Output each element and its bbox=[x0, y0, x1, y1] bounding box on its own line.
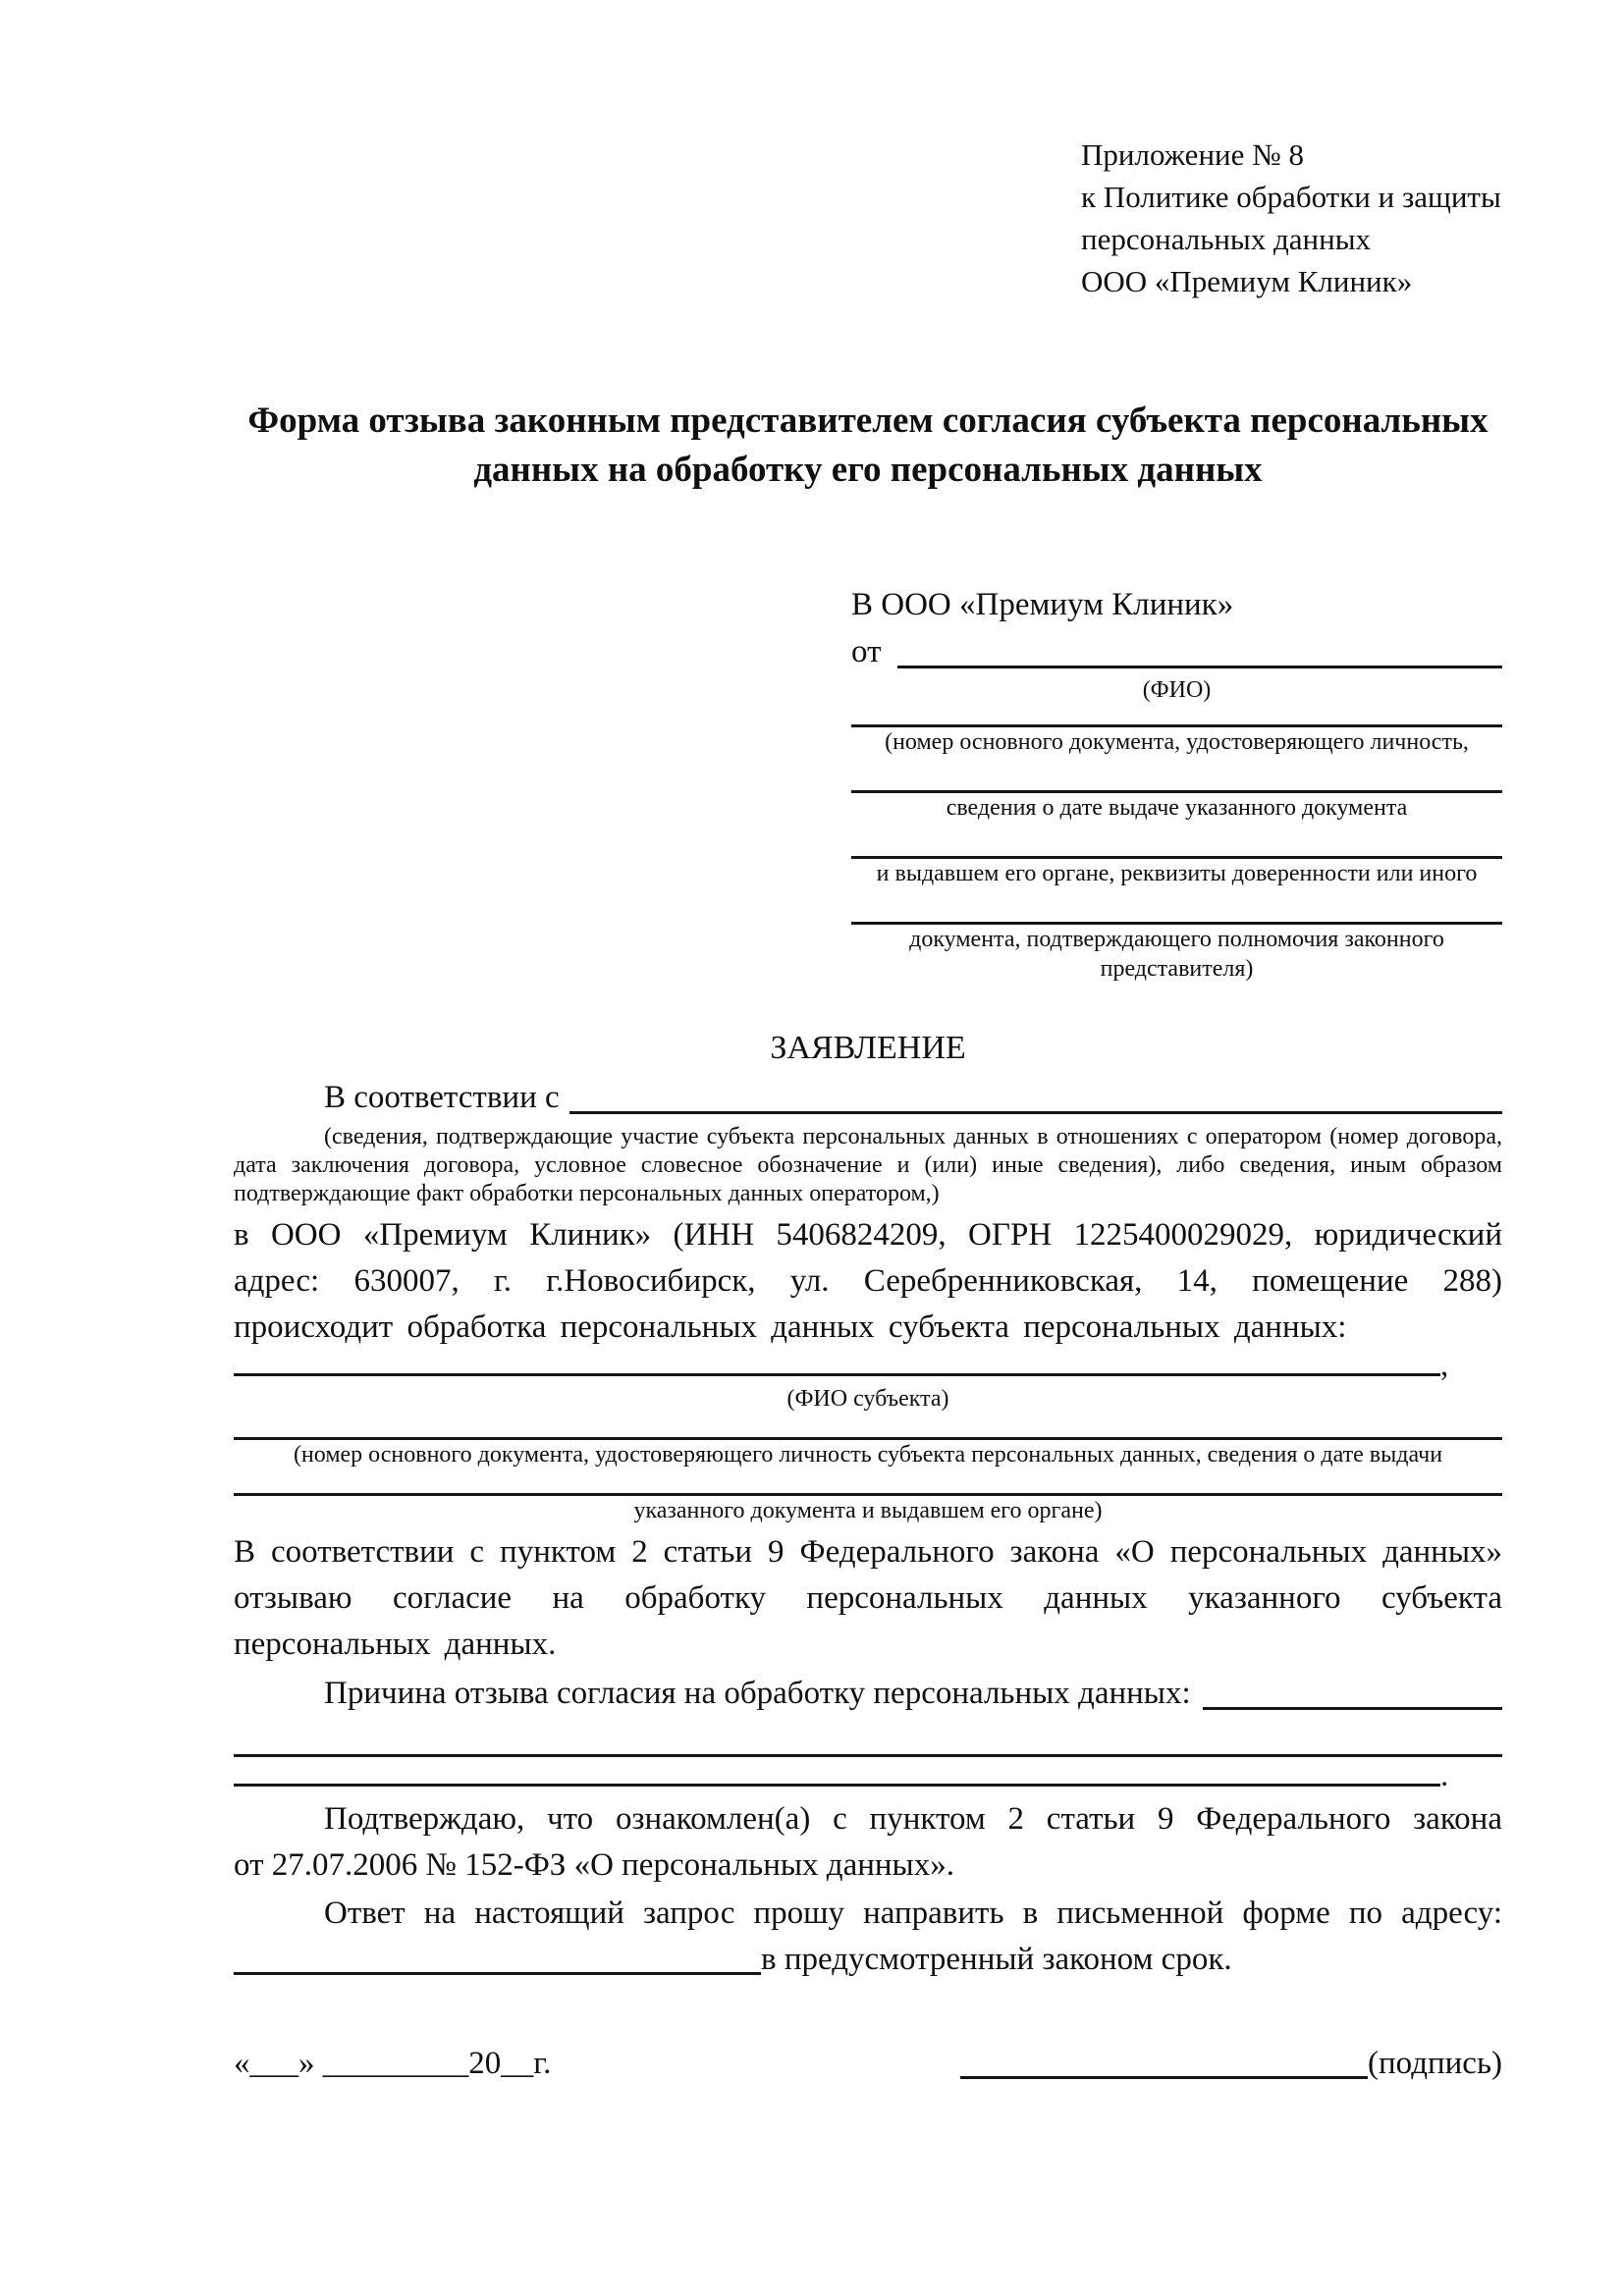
document-title: Форма отзыва законным представителем согласия субъекта персональных данных на обработку его персональных данных bbox=[247, 400, 1489, 490]
subject-fio-blank-line bbox=[234, 1373, 1440, 1376]
period-mark: . bbox=[1440, 1758, 1449, 1793]
intro-row bbox=[234, 1074, 1502, 1121]
intro-blank-line bbox=[569, 1111, 1502, 1114]
date-line: «___» _________20__г. bbox=[234, 2046, 552, 2081]
subject-doc-caption: (номер основного документа, удостоверяющего личность субъекта персональных данных, сведения о дате выдачи bbox=[293, 1442, 1443, 1468]
blank-line-caption: (номер основного документа, удостоверяющего личность, bbox=[885, 729, 1469, 755]
signature-caption: (подпись) bbox=[1368, 2046, 1502, 2081]
from-blank-line bbox=[897, 666, 1503, 668]
signature-blank-line bbox=[960, 2076, 1368, 2079]
statement-heading: ЗАЯВЛЕНИЕ bbox=[770, 1030, 966, 1066]
withdrawal-paragraph: В соответствии с пунктом 2 статьи 9 Федерального закона «О персональных данных» отзываю согласие на обработку персональных данных указанного субъекта персональных данных. bbox=[234, 1534, 1502, 1662]
reply-address-row bbox=[234, 1937, 1502, 1983]
signature-group bbox=[960, 2040, 1502, 2087]
fio-caption: (ФИО) bbox=[1142, 677, 1212, 703]
subject-fio-line-row bbox=[234, 1348, 1502, 1384]
blank-line-caption: сведения о дате выдаче указанного документа bbox=[946, 795, 1408, 821]
appendix-line: Приложение № 8 bbox=[1081, 137, 1304, 172]
comma-mark: , bbox=[1440, 1348, 1449, 1383]
blank-line-caption: и выдавшем его органе, реквизиты доверенности или иного bbox=[876, 861, 1478, 886]
operator-paragraph: в ООО «Премиум Клиник» (ИНН 5406824209, ОГРН 1225400029029, юридический адрес: 630007, г. г.Новосибирск, ул. Серебренниковская, 14, помещение 288) происходит обработка персональных данных субъекта персональных данных: bbox=[234, 1217, 1502, 1345]
confirm-line-1: Подтверждаю, что ознакомлен(а) с пунктом 2 статьи 9 Федерального закона bbox=[324, 1801, 1502, 1837]
appendix-block bbox=[1081, 133, 1502, 302]
reason-blank-line-2 bbox=[234, 1784, 1440, 1787]
reply-tail: в предусмотренный законом срок. bbox=[761, 1942, 1232, 1977]
blank-line-caption: документа, подтверждающего полномочия законного представителя) bbox=[909, 927, 1444, 982]
subject-fio-caption: (ФИО субъекта) bbox=[786, 1386, 949, 1412]
reason-blank-line bbox=[1203, 1707, 1502, 1710]
addressee-block bbox=[851, 581, 1502, 984]
intro-label: В соответствии с bbox=[324, 1080, 560, 1115]
reply-address-blank-line bbox=[234, 1972, 761, 1975]
reply-line: Ответ на настоящий запрос прошу направить в письменной форме по адресу: bbox=[324, 1896, 1502, 1931]
addressee-from-row bbox=[851, 628, 1502, 675]
reason-line-row bbox=[234, 1757, 1502, 1794]
from-label: от bbox=[851, 634, 882, 669]
confirm-line-2: от 27.07.2006 № 152-ФЗ «О персональных данных». bbox=[234, 1847, 954, 1883]
subject-doc-caption: указанного документа и выдавшем его органе) bbox=[633, 1498, 1103, 1523]
appendix-line: ООО «Премиум Клиник» bbox=[1081, 264, 1413, 298]
footer-row bbox=[234, 2040, 1502, 2087]
reason-row bbox=[234, 1670, 1502, 1717]
intro-caption: (сведения, подтверждающие участие субъекта персональных данных в отношениях с оператором (номер договора, дата заключения договора, условное словесное обозначение и (или) иные сведения), либо сведения, иным образом подтверждающие факт обработки персональных данных оператором,) bbox=[234, 1124, 1502, 1206]
addressee-to-line: В ООО «Премиум Клиник» bbox=[851, 587, 1234, 622]
appendix-line: к Политике обработки и защиты bbox=[1081, 180, 1501, 214]
appendix-line: персональных данных bbox=[1081, 222, 1372, 256]
reason-label: Причина отзыва согласия на обработку персональных данных: bbox=[324, 1676, 1191, 1711]
